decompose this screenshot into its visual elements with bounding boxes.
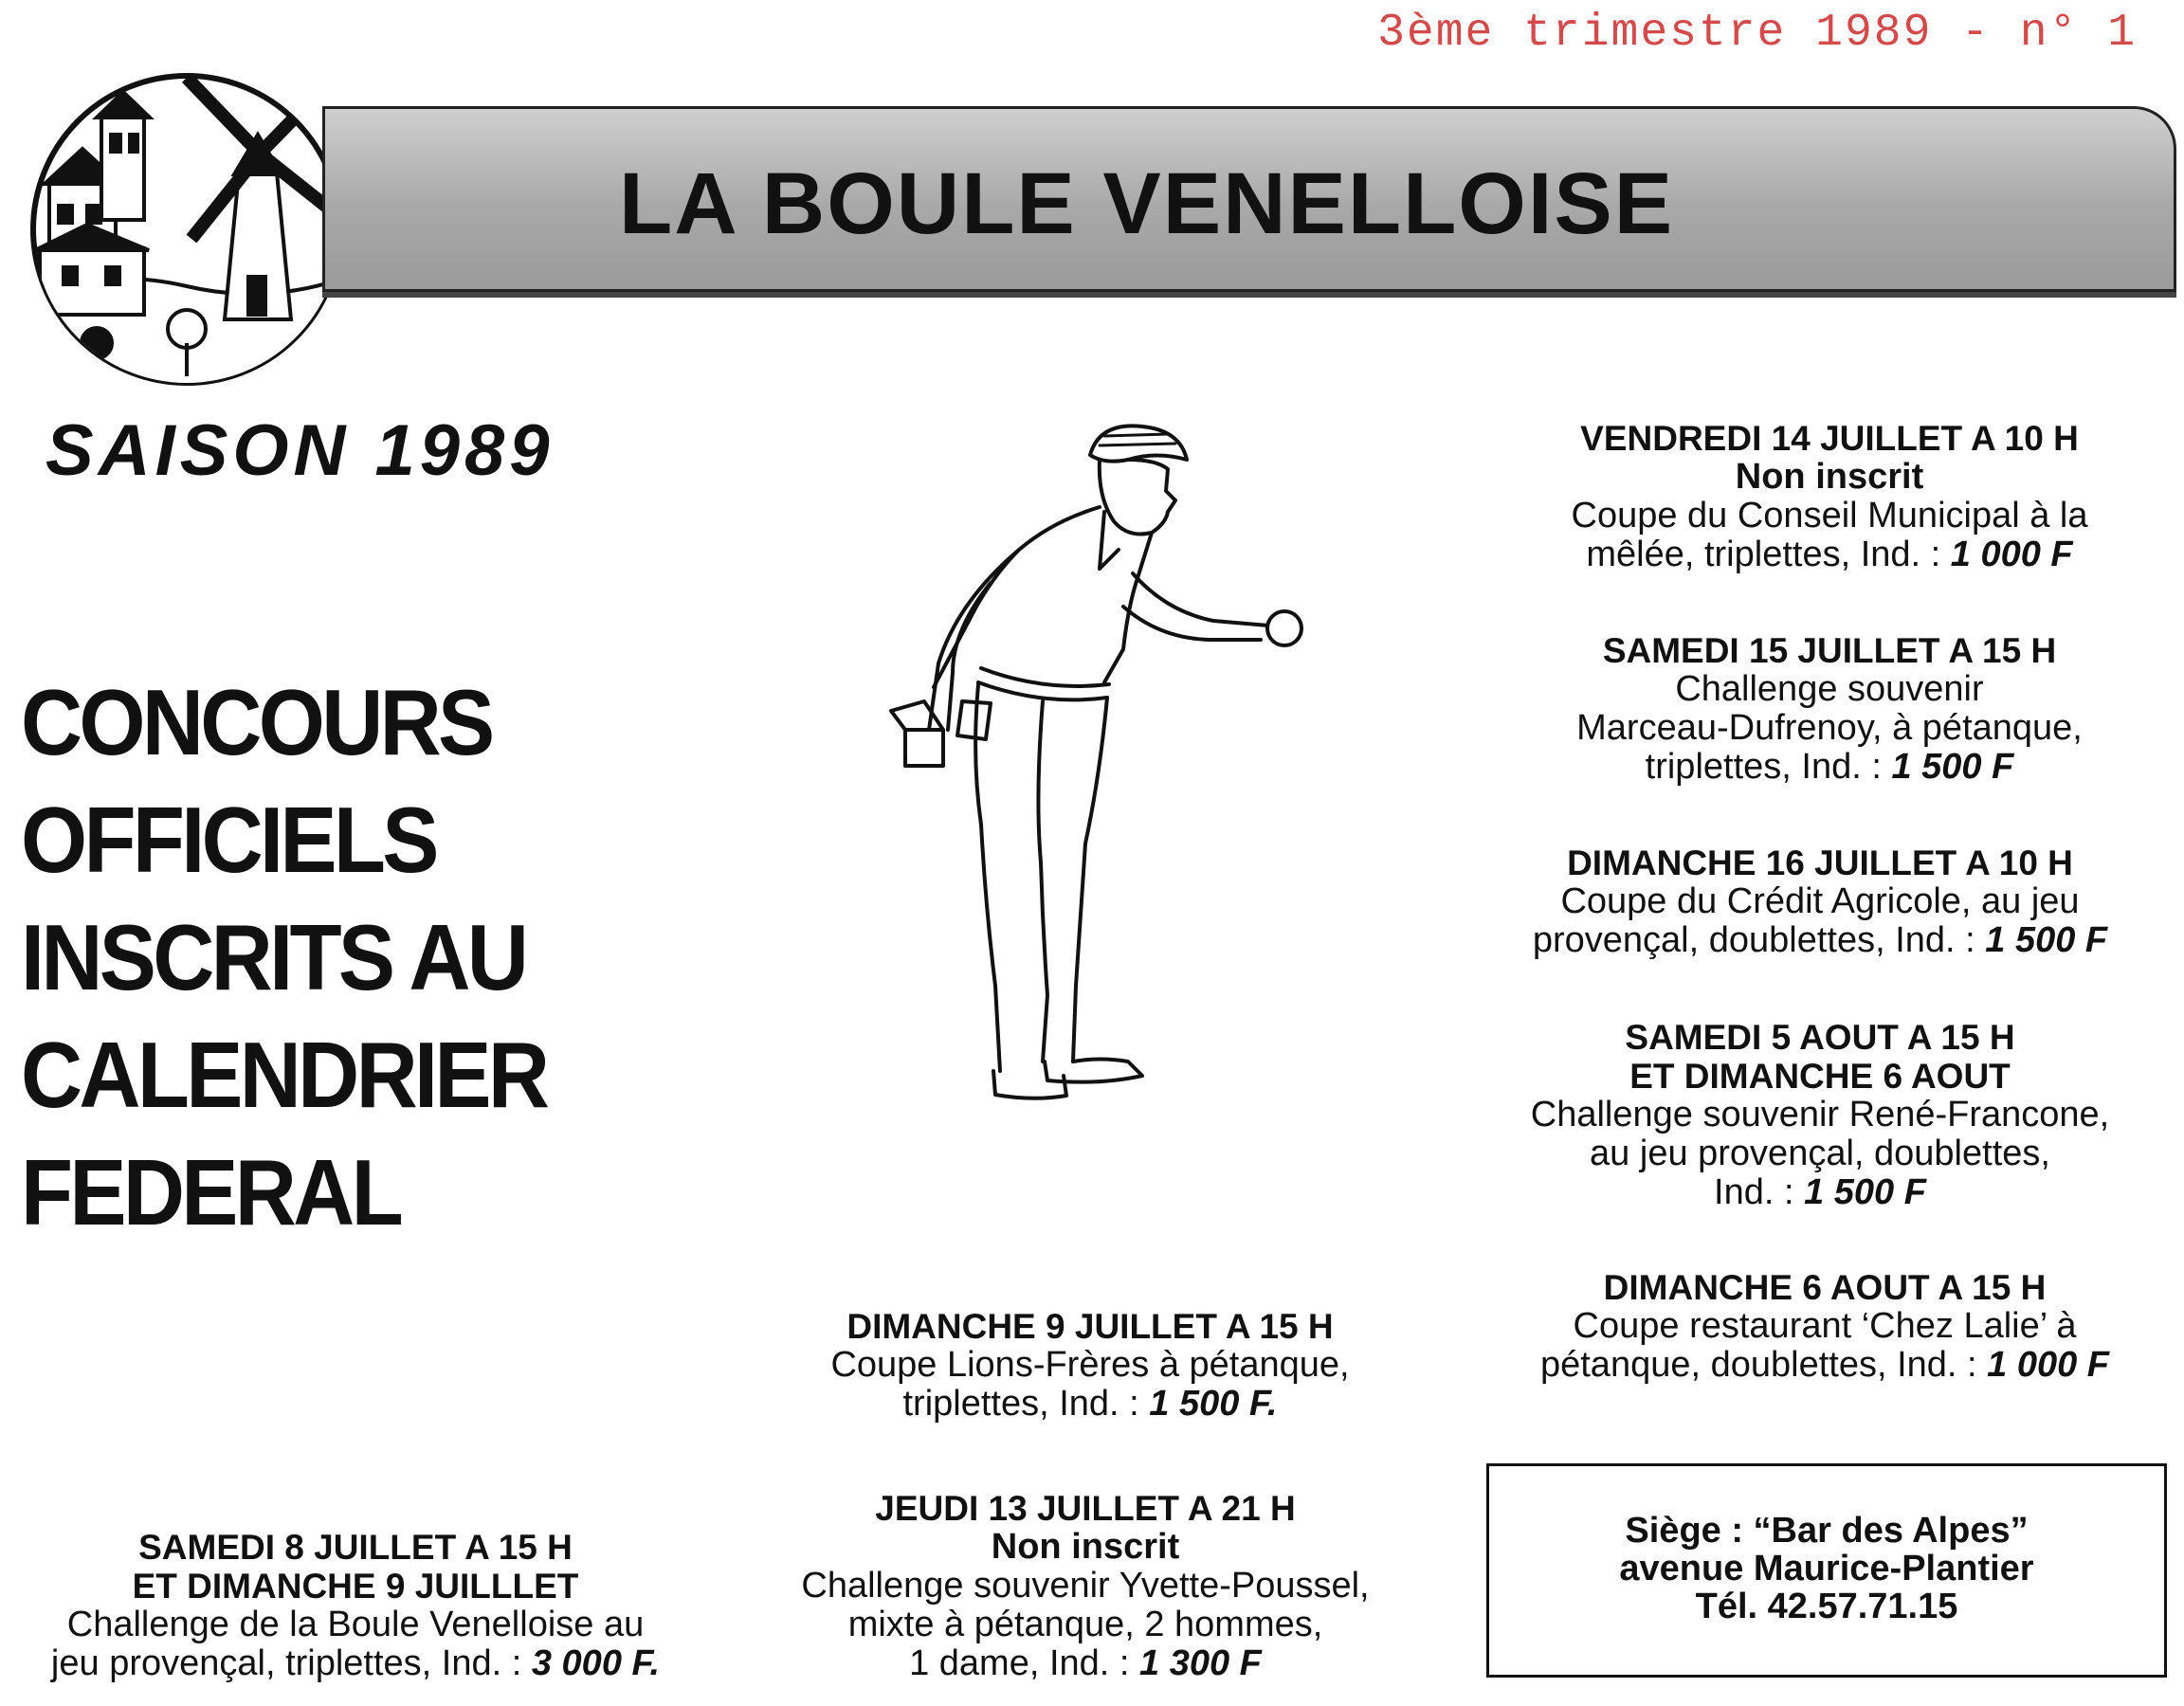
event-desc: mixte à pétanque, 2 hommes, <box>847 1605 1323 1644</box>
event-desc: Ind. : <box>1714 1172 1794 1212</box>
event-desc: Challenge souvenir <box>1675 669 1984 709</box>
event-desc: triplettes, Ind. : <box>1645 747 1882 787</box>
event-desc: Coupe restaurant ‘Chez Lalie’ à <box>1573 1306 2077 1346</box>
event-desc: pétanque, doublettes, Ind. : <box>1539 1345 1977 1385</box>
siege-name: Siège : “Bar des Alpes” <box>1625 1511 2029 1551</box>
event-prize: 1 000 F <box>1987 1345 2110 1385</box>
siege-phone: Tél. 42.57.71.15 <box>1695 1587 1958 1626</box>
event-samedi-15-juillet <box>1498 631 2161 787</box>
club-title: LA BOULE VENELLOISE <box>619 155 1675 252</box>
event-desc: Coupe du Conseil Municipal à la <box>1571 496 2088 535</box>
event-jeudi-13-juillet <box>739 1489 1431 1683</box>
event-note: Non inscrit <box>1735 457 1924 497</box>
event-heading: DIMANCHE 6 AOUT A 15 H <box>1603 1268 2047 1307</box>
concours-line: CALENDRIER <box>21 1023 547 1127</box>
event-prize: 1 500 F <box>1804 1172 1926 1212</box>
event-prize: 3 000 F. <box>531 1643 661 1683</box>
event-prize: 1 500 F <box>1891 747 2014 787</box>
event-desc: 1 dame, Ind. : <box>909 1643 1130 1683</box>
event-dimanche-9-juillet <box>758 1307 1422 1424</box>
event-prize: 1 300 F <box>1139 1643 1262 1683</box>
club-logo <box>21 59 360 390</box>
event-prize: 1 500 F. <box>1149 1384 1278 1424</box>
issue-line: 3ème trimestre 1989 - n° 1 <box>1377 8 2137 59</box>
event-heading: ET DIMANCHE 9 JUILLLET <box>132 1567 579 1606</box>
event-desc: triplettes, Ind. : <box>902 1384 1139 1424</box>
event-heading: VENDREDI 14 JUILLET A 10 H <box>1580 419 2079 458</box>
event-heading: JEUDI 13 JUILLET A 21 H <box>875 1489 1296 1528</box>
siege-box <box>1486 1463 2167 1678</box>
event-samedi-8-juillet <box>9 1528 701 1683</box>
event-samedi-5-aout <box>1488 1018 2152 1212</box>
event-desc: provençal, doublettes, Ind. : <box>1532 920 1975 960</box>
event-desc: Challenge souvenir Yvette-Poussel, <box>801 1566 1370 1606</box>
event-desc: jeu provençal, triplettes, Ind. : <box>50 1643 522 1683</box>
event-vendredi-14-juillet <box>1498 419 2161 574</box>
event-note: Non inscrit <box>991 1527 1180 1567</box>
event-heading: DIMANCHE 9 JUILLET A 15 H <box>846 1307 1334 1346</box>
event-heading: ET DIMANCHE 6 AOUT <box>1629 1057 2011 1096</box>
concours-heading <box>21 663 546 1251</box>
event-desc: Coupe du Crédit Agricole, au jeu <box>1560 881 2080 921</box>
event-desc: Challenge souvenir René-Francone, <box>1530 1095 2110 1134</box>
concours-line: FEDERAL <box>21 1140 400 1244</box>
siege-address: avenue Maurice-Plantier <box>1619 1549 2034 1588</box>
boules-player-illustration <box>815 417 1327 1118</box>
event-prize: 1 500 F <box>1985 920 2108 960</box>
concours-line: OFFICIELS <box>21 788 436 892</box>
header-banner <box>322 106 2176 292</box>
event-dimanche-16-juillet <box>1479 844 2161 960</box>
event-desc: Marceau-Dufrenoy, à pétanque, <box>1576 708 2083 748</box>
event-desc: mêlée, triplettes, Ind. : <box>1586 535 1941 574</box>
event-heading: DIMANCHE 16 JUILLET A 10 H <box>1567 844 2073 882</box>
event-desc: au jeu provençal, doublettes, <box>1590 1134 2050 1173</box>
event-dimanche-6-aout <box>1488 1268 2161 1385</box>
event-desc: Challenge de la Boule Venelloise au <box>66 1605 645 1644</box>
season-title: SAISON 1989 <box>46 410 555 491</box>
concours-line: INSCRITS AU <box>21 905 526 1009</box>
event-prize: 1 000 F <box>1950 535 2073 574</box>
event-heading: SAMEDI 5 AOUT A 15 H <box>1625 1018 2015 1057</box>
event-heading: SAMEDI 8 JUILLET A 15 H <box>138 1528 573 1567</box>
concours-line: CONCOURS <box>21 670 492 774</box>
event-desc: Coupe Lions-Frères à pétanque, <box>830 1345 1350 1385</box>
event-heading: SAMEDI 15 JUILLET A 15 H <box>1602 631 2057 670</box>
